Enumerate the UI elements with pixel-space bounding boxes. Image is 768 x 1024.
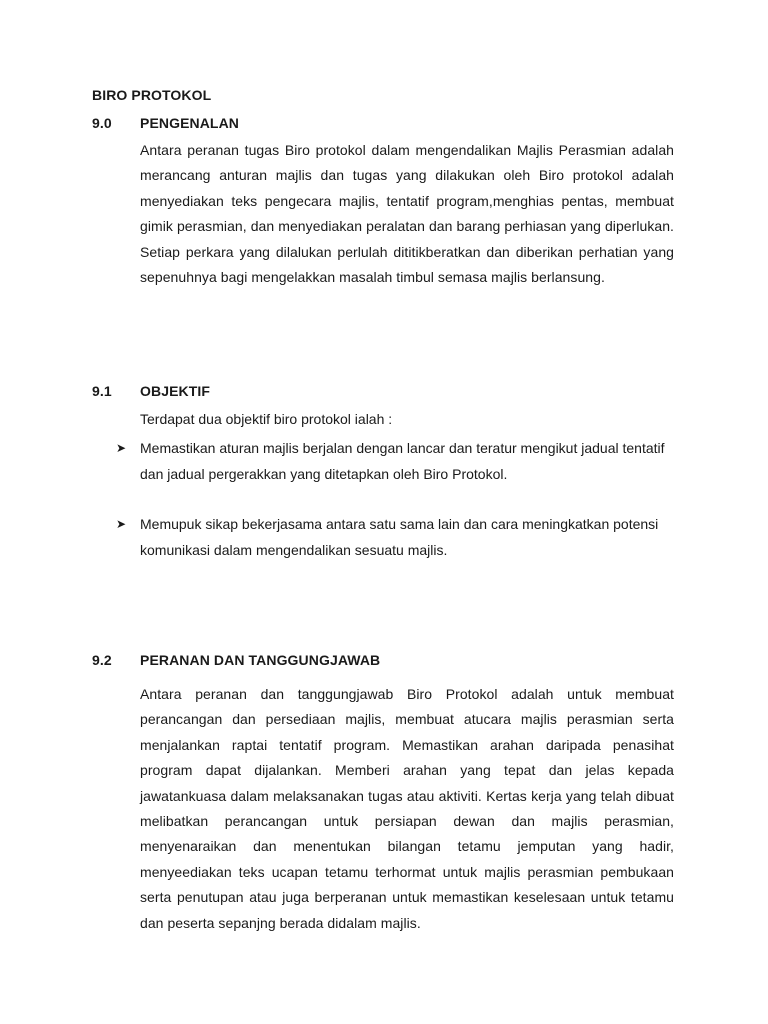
section-heading-peranan: [92, 652, 380, 668]
section-title: PENGENALAN: [140, 115, 240, 131]
peranan-paragraph: Antara peranan dan tanggungjawab Biro Protokol adalah untuk membuat perancangan dan persediaan majlis, membuat atucara majlis perasmian serta menjalankan raptai tentatif program. Memastikan arahan daripada penasihat program dapat dijalankan. Memberi arahan yang tepat dan jelas kepada jawatankuasa dalam melaksanakan tugas atau aktiviti. Kertas kerja yang telah dibuat melibatkan perancangan untuk persiapan dewan dan majlis perasmian, menyenaraikan dan menentukan bilangan tetamu jemputan yang hadir, menyeediakan teks ucapan tetamu terhormat untuk majlis perasmian pembukaan serta penutupan atau juga berperanan untuk memastikan keselesaan untuk tetamu dan peserta sepanjng berada didalam majlis.: [140, 686, 674, 931]
arrowhead-bullet-icon: ➤: [116, 441, 127, 455]
objektif-intro: Terdapat dua objektif biro protokol ialah :: [140, 411, 393, 427]
section-number: 9.2: [92, 652, 112, 668]
section-heading-objektif: [92, 383, 210, 399]
bullet-text: Memastikan aturan majlis berjalan dengan lancar dan teratur mengikut jadual tentatif dan jadual pergerakkan yang ditetapkan oleh Biro Protokol.: [140, 440, 665, 482]
arrowhead-bullet-icon: ➤: [116, 517, 127, 531]
pengenalan-paragraph: Antara peranan tugas Biro protokol dalam mengendalikan Majlis Perasmian adalah merancang anturan majlis dan tugas yang dilakukan oleh Biro protokol adalah menyediakan teks pengecara majlis, tentatif program,menghias pentas, membuat gimik perasmian, dan menyediakan peralatan dan barang perhiasan yang diperlukan. Setiap perkara yang dilalukan perlulah dititikberatkan dan diberikan perhatian yang sepenuhnya bagi mengelakkan masalah timbul semasa majlis berlansung.: [140, 142, 674, 286]
section-number: 9.1: [92, 383, 112, 399]
bullet-text: Memupuk sikap bekerjasama antara satu sama lain dan cara meningkatkan potensi komunikasi dalam mengendalikan sesuatu majlis.: [140, 516, 659, 558]
section-number: 9.0: [92, 115, 112, 131]
section-heading-pengenalan: [92, 115, 239, 131]
section-title: OBJEKTIF: [140, 383, 211, 399]
section-title: PERANAN DAN TANGGUNGJAWAB: [140, 652, 381, 668]
document-title: BIRO PROTOKOL: [92, 87, 212, 103]
